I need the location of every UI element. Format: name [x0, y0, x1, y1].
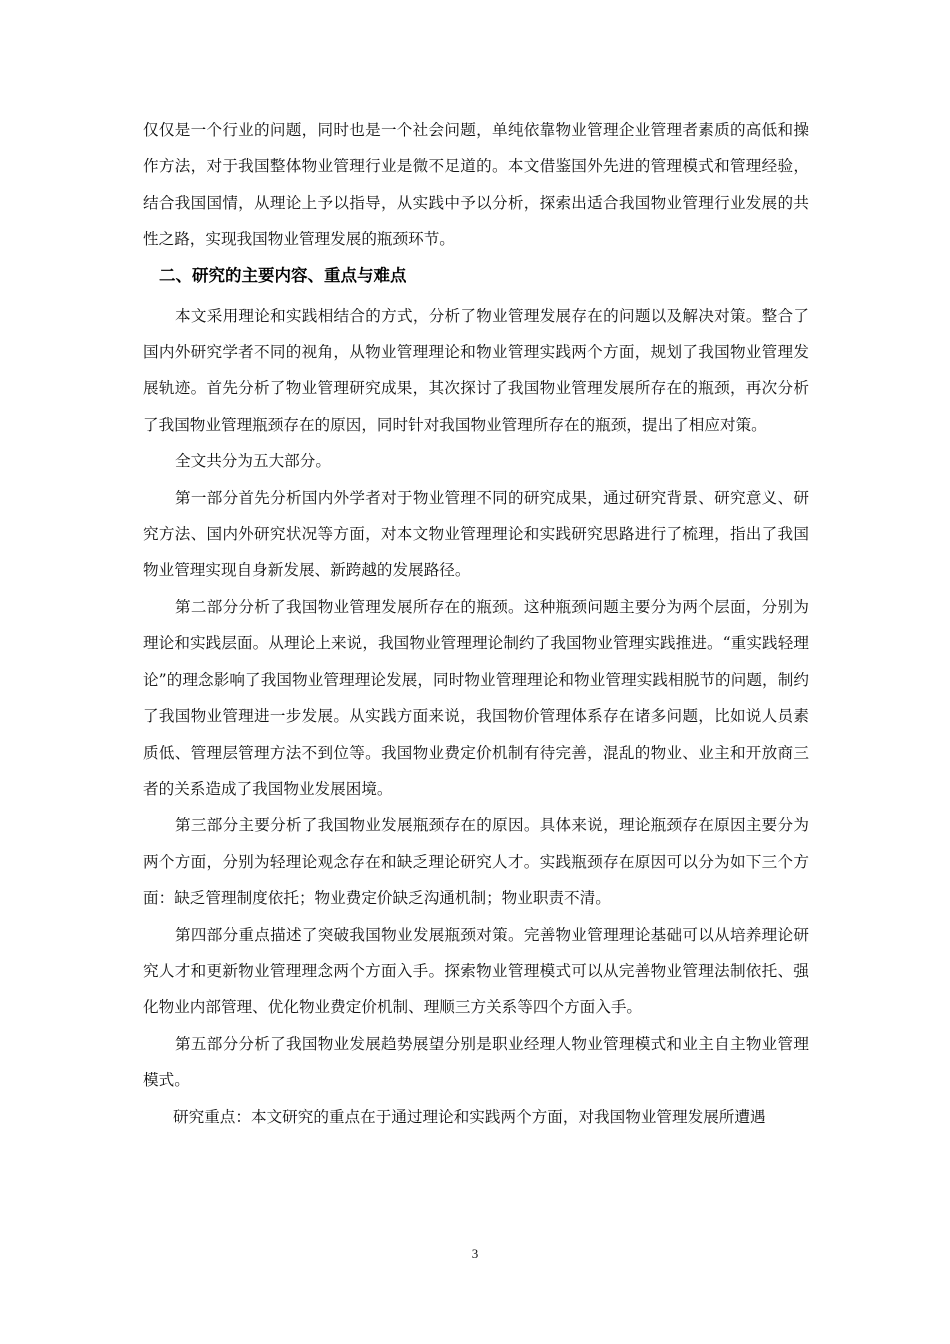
page-number: 3 [471, 1246, 479, 1261]
document-body [143, 112, 809, 1135]
paragraph-part-five: 第五部分分析了我国物业发展趋势展望分别是职业经理人物业管理模式和业主自主物业管理模式。 [143, 1034, 809, 1090]
paragraph-part-four: 第四部分重点描述了突破我国物业发展瓶颈对策。完善物业管理理论基础可以从培养理论研究人才和更新物业管理理念两个方面入手。探索物业管理模式可以从完善物业管理法制依托、强化物业内部管理、优化物业费定价机制、理顺三方关系等四个方面入手。 [143, 925, 809, 1017]
paragraph-part-three: 第三部分主要分析了我国物业发展瓶颈存在的原因。具体来说，理论瓶颈存在原因主要分为两个方面，分别为轻理论观念存在和缺乏理论研究人才。实践瓶颈存在原因可以分为如下三个方面：缺乏管理制度依托；物业费定价缺乏沟通机制；物业职责不清。 [143, 816, 809, 908]
paragraph-key-points: 研究重点：本文研究的重点在于通过理论和实践两个方面，对我国物业管理发展所遭遇 [173, 1107, 766, 1126]
paragraph-part-one: 第一部分首先分析国内外学者对于物业管理不同的研究成果，通过研究背景、研究意义、研究方法、国内外研究状况等方面，对本文物业管理理论和实践研究思路进行了梳理，指出了我国物业管理实现自身新发展、新跨越的发展路径。 [143, 488, 809, 580]
paragraph-intro-continuation: 仅仅是一个行业的问题，同时也是一个社会问题，单纯依靠物业管理企业管理者素质的高低和操作方法，对于我国整体物业管理行业是微不足道的。本文借鉴国外先进的管理模式和管理经验，结合我国国情，从理论上予以指导，从实践中予以分析，探索出适合我国物业管理行业发展的共性之路，实现我国物业管理发展的瓶颈环节。 [143, 121, 809, 249]
paragraph-structure-intro: 全文共分为五大部分。 [175, 452, 331, 471]
paragraph-part-two: 第二部分分析了我国物业管理发展所存在的瓶颈。这种瓶颈问题主要分为两个层面，分别为理论和实践层面。从理论上来说，我国物业管理理论制约了我国物业管理实践推进。“重实践轻理论”的理念影响了我国物业管理理论发展，同时物业管理理论和物业管理实践相脱节的问题，制约了我国物业管理进一步发展。从实践方面来说，我国物价管理体系存在诸多问题，比如说人员素质低、管理层管理方法不到位等。我国物业费定价机制有待完善，混乱的物业、业主和开放商三者的关系造成了我国物业发展困境。 [143, 597, 809, 798]
section-heading: 二、研究的主要内容、重点与难点 [159, 265, 407, 285]
paragraph-overview: 本文采用理论和实践相结合的方式，分析了物业管理发展存在的问题以及解决对策。整合了国内外研究学者不同的视角，从物业管理理论和物业管理实践两个方面，规划了我国物业管理发展轨迹。首先分析了物业管理研究成果，其次探讨了我国物业管理发展所存在的瓶颈，再次分析了我国物业管理瓶颈存在的原因，同时针对我国物业管理所存在的瓶颈，提出了相应对策。 [143, 306, 809, 434]
